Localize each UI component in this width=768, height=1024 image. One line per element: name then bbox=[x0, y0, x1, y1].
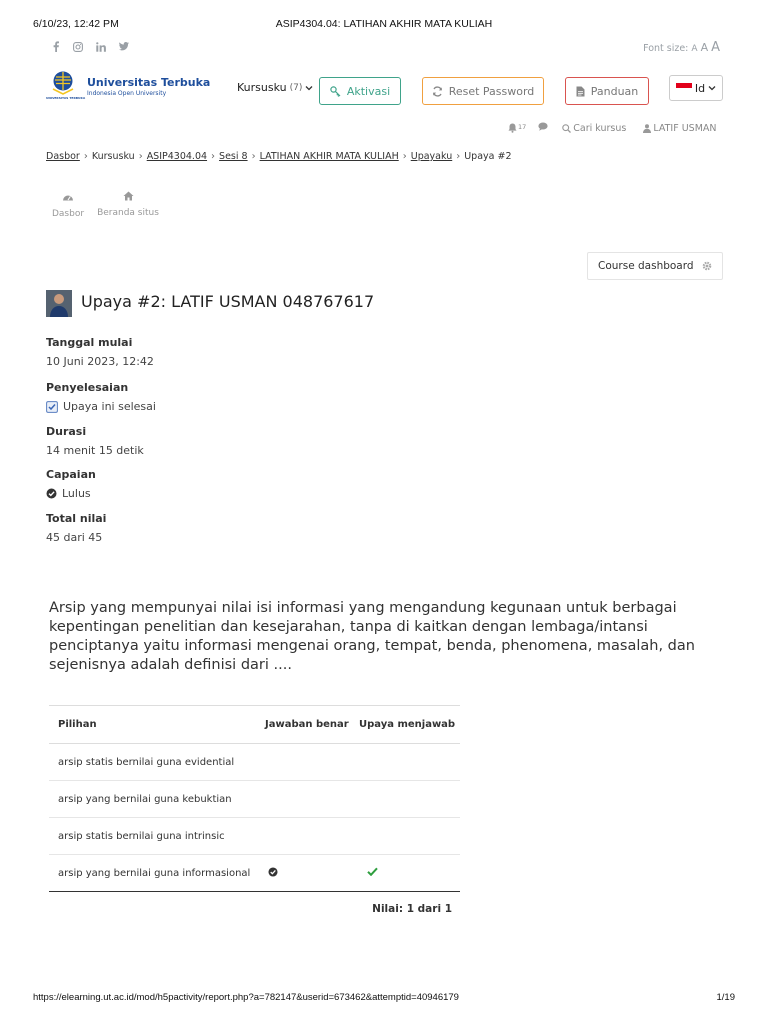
breadcrumb-activity[interactable]: LATIHAN AKHIR MATA KULIAH bbox=[259, 151, 399, 162]
header-attempted-answer: Upaya menjawab bbox=[358, 719, 456, 730]
quicklink-dasbor-label: Dasbor bbox=[51, 209, 85, 219]
table-row bbox=[49, 818, 460, 855]
language-label: Id bbox=[694, 81, 706, 95]
linkedin-icon[interactable] bbox=[96, 42, 106, 52]
kursusku-dropdown[interactable] bbox=[237, 81, 313, 94]
language-selector[interactable] bbox=[669, 75, 723, 101]
reset-password-label: Reset Password bbox=[448, 84, 535, 98]
font-size-large[interactable]: A bbox=[711, 40, 720, 55]
table-row bbox=[49, 744, 460, 781]
kursusku-count: (7) bbox=[289, 82, 303, 93]
aktivasi-label: Aktivasi bbox=[346, 84, 391, 98]
chevron-down-icon bbox=[305, 85, 313, 91]
user-icon bbox=[643, 124, 651, 133]
field-label-achievement: Capaian bbox=[46, 468, 96, 481]
print-page-number: 1/19 bbox=[716, 992, 735, 1003]
correct-cell bbox=[259, 855, 353, 892]
checkbox-checked-icon bbox=[46, 401, 58, 413]
breadcrumb-attempts[interactable]: Upayaku bbox=[410, 151, 453, 162]
breadcrumb-dasbor[interactable]: Dasbor bbox=[46, 151, 80, 162]
quicklink-home-label: Beranda situs bbox=[97, 208, 159, 218]
breadcrumb-session[interactable]: Sesi 8 bbox=[219, 151, 248, 162]
check-circle-icon bbox=[268, 867, 278, 877]
search-courses-label: Cari kursus bbox=[573, 122, 627, 134]
notification-bell[interactable] bbox=[508, 123, 526, 133]
correct-cell bbox=[259, 744, 353, 781]
user-name: LATIF USMAN bbox=[653, 122, 717, 134]
emblem-caption: UNIVERSITAS TERBUKA bbox=[46, 96, 86, 100]
chat-bubble-icon bbox=[538, 122, 548, 131]
table-row bbox=[49, 781, 460, 818]
field-value-completion: Upaya ini selesai bbox=[63, 400, 156, 413]
option-cell: arsip statis bernilai guna intrinsic bbox=[58, 830, 225, 842]
field-value-duration: 14 menit 15 detik bbox=[46, 444, 144, 457]
breadcrumb-course[interactable]: ASIP4304.04 bbox=[146, 151, 208, 162]
print-title: ASIP4304.04: LATIHAN AKHIR MATA KULIAH bbox=[275, 18, 493, 30]
header-option: Pilihan bbox=[58, 719, 97, 730]
search-icon bbox=[562, 124, 571, 133]
question-score: Nilai: 1 dari 1 bbox=[372, 903, 452, 915]
answers-table bbox=[49, 705, 460, 892]
table-row bbox=[49, 855, 460, 892]
user-menu bbox=[508, 122, 717, 134]
field-value-start: 10 Juni 2023, 12:42 bbox=[46, 355, 154, 368]
field-value-completion-row bbox=[46, 400, 156, 413]
logo-name: Universitas Terbuka bbox=[87, 76, 211, 89]
logo-subtitle: Indonesia Open University bbox=[87, 90, 167, 97]
kursusku-label: Kursusku bbox=[237, 81, 287, 94]
home-icon bbox=[123, 191, 134, 201]
attempt-cell bbox=[353, 744, 460, 781]
user-profile-link[interactable] bbox=[643, 123, 716, 134]
option-cell: arsip yang bernilai guna kebuktian bbox=[58, 793, 232, 805]
quicklink-home[interactable] bbox=[96, 186, 160, 218]
font-size-label: Font size: bbox=[643, 43, 689, 54]
print-datetime: 6/10/23, 12:42 PM bbox=[33, 18, 119, 30]
font-size-medium[interactable]: A bbox=[700, 41, 709, 54]
quicklink-dasbor[interactable] bbox=[50, 186, 86, 219]
bell-icon bbox=[508, 123, 517, 133]
print-url: https://elearning.ut.ac.id/mod/h5pactivity/report.php?a=782147&userid=673462&attemptid=40946179 bbox=[33, 992, 459, 1003]
attempt-title: Upaya #2: LATIF USMAN 048767617 bbox=[81, 292, 375, 311]
twitter-icon[interactable] bbox=[119, 42, 129, 51]
field-label-total: Total nilai bbox=[46, 512, 107, 525]
facebook-icon[interactable] bbox=[52, 41, 60, 52]
flag-indonesia-icon bbox=[676, 83, 692, 93]
field-label-duration: Durasi bbox=[46, 425, 87, 438]
refresh-icon bbox=[432, 86, 443, 97]
panduan-label: Panduan bbox=[590, 84, 639, 98]
panduan-button[interactable] bbox=[565, 77, 649, 105]
option-cell: arsip yang bernilai guna informasional bbox=[58, 867, 251, 879]
field-label-completion: Penyelesaian bbox=[46, 381, 129, 394]
search-courses-link[interactable] bbox=[562, 123, 626, 134]
field-value-achievement-row bbox=[46, 487, 91, 500]
checkmark-icon bbox=[367, 867, 378, 876]
aktivasi-button[interactable] bbox=[319, 77, 401, 105]
breadcrumb: Dasbor › Kursusku › ASIP4304.04 › Sesi 8 › LATIHAN AKHIR MATA KULIAH › Upayaku › Upaya #2 bbox=[46, 151, 512, 162]
header-correct-answer: Jawaban benar bbox=[265, 719, 349, 730]
correct-cell bbox=[259, 781, 353, 818]
question-text: Arsip yang mempunyai nilai isi informasi yang mengandung kegunaan untuk berbagai kepentingan penelitian dan kesejarahan, tanpa di kaitkan dengan lembaga/intansi penciptanya yaitu informasi mengenai orang, tempat, benda, phenomena, masalah, dan sejenisnya adalah definisi dari .... bbox=[49, 600, 695, 673]
notification-count: 17 bbox=[518, 123, 527, 131]
dashboard-gauge-icon bbox=[62, 192, 74, 201]
attempt-cell bbox=[353, 781, 460, 818]
field-label-start: Tanggal mulai bbox=[46, 336, 133, 349]
font-size-small[interactable]: A bbox=[691, 44, 698, 54]
breadcrumb-kursusku: Kursusku bbox=[91, 151, 135, 162]
key-icon bbox=[330, 86, 341, 97]
reset-password-button[interactable] bbox=[422, 77, 544, 105]
avatar-photo-icon bbox=[46, 290, 72, 317]
attempt-cell bbox=[353, 818, 460, 855]
field-value-achievement: Lulus bbox=[62, 487, 91, 500]
option-cell: arsip statis bernilai guna evidential bbox=[58, 756, 235, 768]
course-dashboard-label: Course dashboard bbox=[598, 260, 694, 272]
field-value-total: 45 dari 45 bbox=[46, 531, 103, 544]
messages-button[interactable] bbox=[538, 122, 548, 134]
font-size-control bbox=[643, 40, 720, 55]
site-logo[interactable] bbox=[46, 70, 211, 104]
user-avatar bbox=[46, 290, 72, 317]
instagram-icon[interactable] bbox=[73, 42, 83, 52]
file-icon bbox=[576, 86, 585, 97]
social-links bbox=[52, 41, 129, 52]
correct-cell bbox=[259, 818, 353, 855]
check-circle-icon bbox=[46, 488, 57, 499]
attempt-cell bbox=[353, 855, 460, 892]
table-header-row bbox=[49, 706, 460, 744]
chevron-down-icon bbox=[708, 85, 716, 91]
course-dashboard-button[interactable] bbox=[587, 252, 723, 280]
gear-icon bbox=[702, 261, 712, 271]
breadcrumb-current: Upaya #2 bbox=[464, 151, 512, 162]
